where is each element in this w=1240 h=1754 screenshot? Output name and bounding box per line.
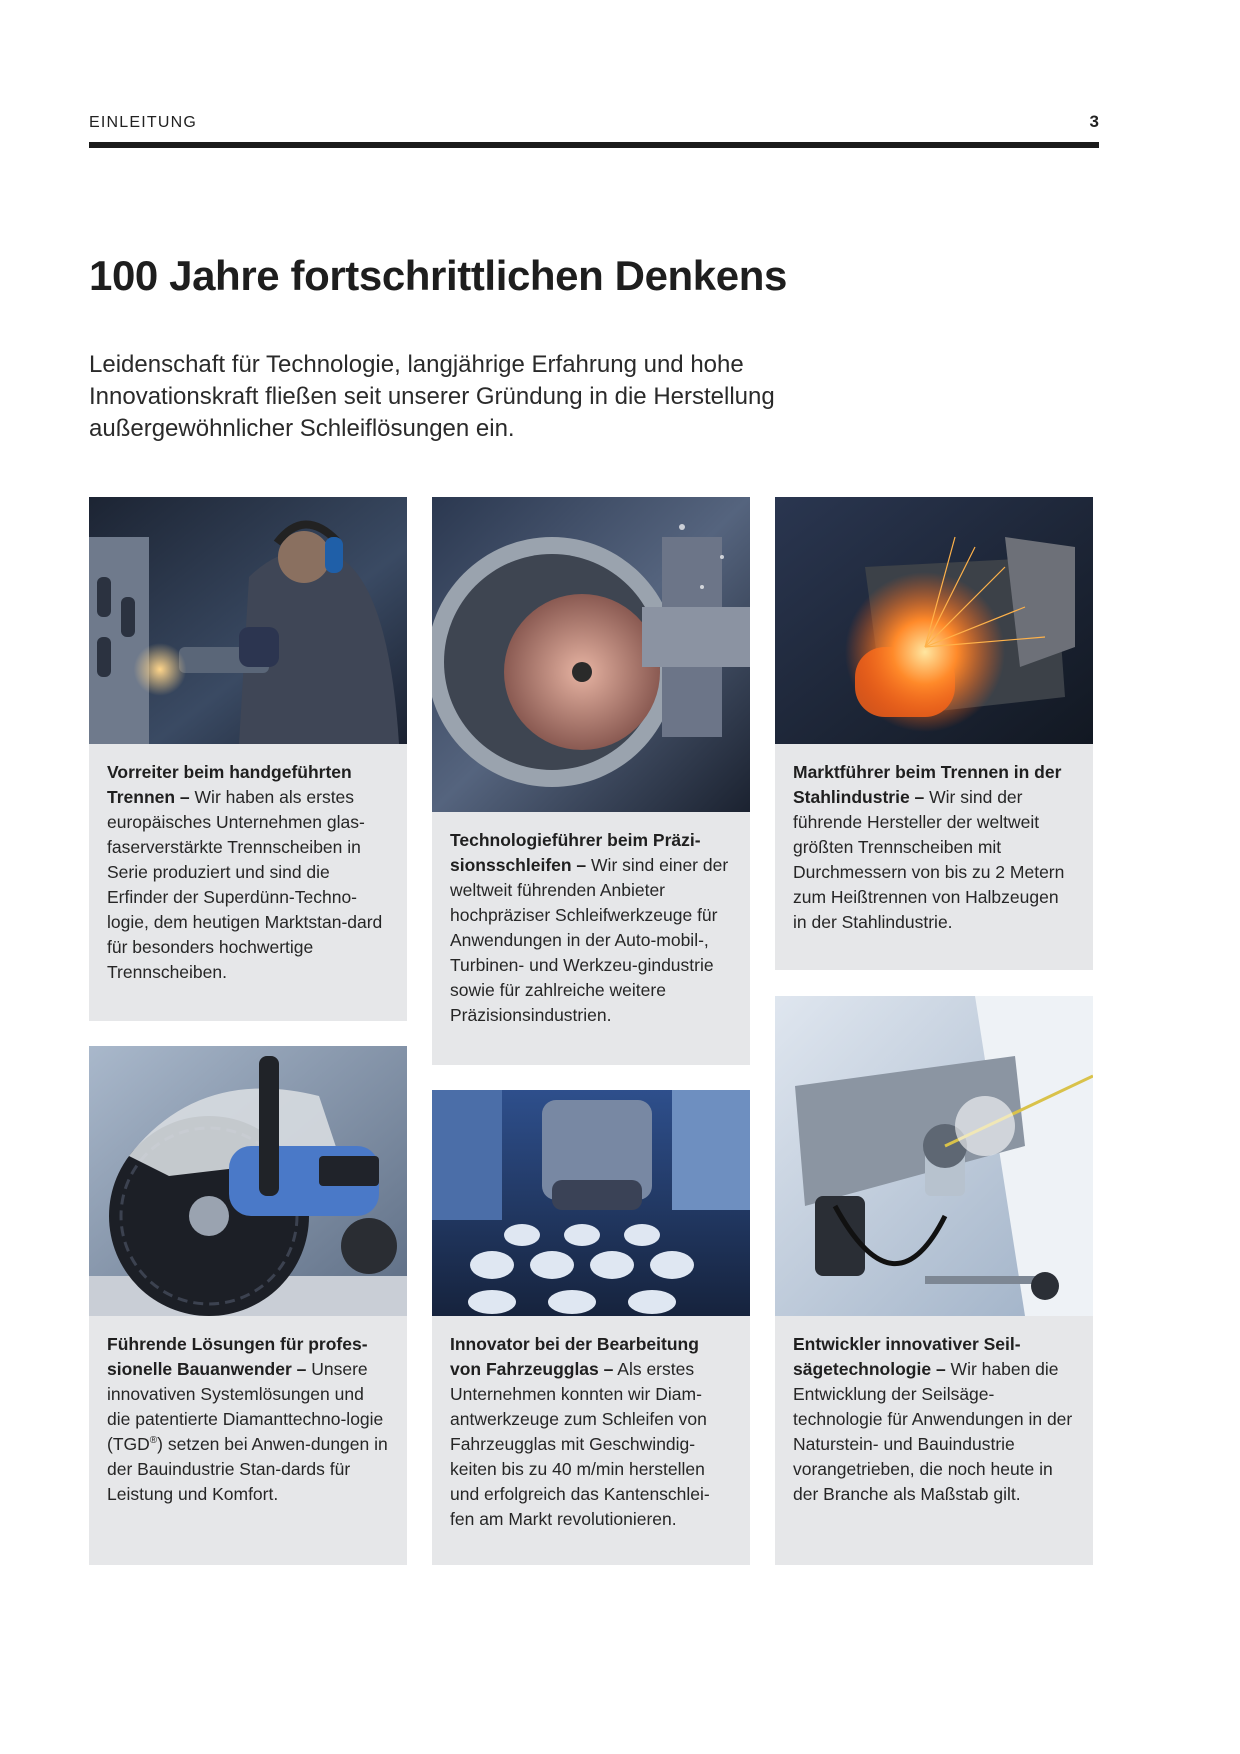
card-hand-cutting bbox=[89, 744, 407, 1021]
card-wire-saw bbox=[775, 1316, 1093, 1565]
photo-wire-saw-machine bbox=[775, 996, 1093, 1316]
card-text: Wir sind einer der weltweit führenden Anbieter hochpräziser Schleifwerkzeuge für Anwendungen in der Auto-mobil-, Turbinen- und Werkzeu-gindustrie sowie für zahlreiche weitere Präzisionsindustrien. bbox=[450, 855, 729, 1025]
photo-hot-cutting-sparks bbox=[775, 497, 1093, 744]
card-text: ) setzen bei Anwen-dungen in der Bauindustrie Stan-dards für Leistung und Komfort. bbox=[107, 1434, 388, 1504]
card-text: Als erstes Unternehmen konnten wir Diam-antwerkzeuge zum Schleifen von Fahrzeugglas mit Geschwindig-keiten bis zu 40 m/min herstellen und erfolgreich das Kantenschlei-fen am Markt revolutionieren. bbox=[450, 1359, 710, 1529]
card-steel-industry bbox=[775, 744, 1093, 970]
card-construction bbox=[89, 1316, 407, 1565]
card-heading: Innovator bei der Bearbeitung von Fahrzeugglas – bbox=[450, 1334, 699, 1379]
card-text: Unsere innovativen Systemlösungen und die patentierte Diamanttechno-logie (TGD bbox=[107, 1359, 384, 1454]
header-rule bbox=[89, 142, 1099, 148]
card-heading: Entwickler innovativer Seil-sägetechnologie – bbox=[793, 1334, 1021, 1379]
card-automotive-glass bbox=[432, 1316, 750, 1565]
card-text: Wir haben die Entwicklung der Seilsäge-technologie für Anwendungen in der Naturstein- und Bauindustrie vorangetrieben, die noch heute in der Branche als Maßstab gilt. bbox=[793, 1359, 1073, 1504]
page-title: 100 Jahre fortschrittlichen Denkens bbox=[89, 252, 787, 299]
section-label: EINLEITUNG bbox=[89, 114, 198, 131]
card-precision-grinding bbox=[432, 812, 750, 1065]
photo-angle-grinder-worker bbox=[89, 497, 407, 744]
registered-mark: ® bbox=[149, 1435, 158, 1447]
photo-automotive-glass-machine bbox=[432, 1090, 750, 1316]
card-text: Wir sind der führende Hersteller der weltweit größten Trennscheiben mit Durchmessern von bis zu 2 Metern zum Heißtrennen von Halbzeugen in der Stahlindustrie. bbox=[793, 787, 1065, 932]
intro-paragraph: Leidenschaft für Technologie, langjährige Erfahrung und hohe Innovationskraft fließen seit unserer Gründung in die Herstellung außergewöhnlicher Schleiflösungen ein. bbox=[89, 351, 775, 442]
photo-precision-grinding-wheel bbox=[432, 497, 750, 812]
card-heading: Führende Lösungen für profes-sionelle Bauanwender – bbox=[107, 1334, 368, 1379]
card-heading: Technologieführer beim Präzi-sionsschleifen – bbox=[450, 830, 701, 875]
card-heading: Vorreiter beim handgeführten Trennen – bbox=[107, 762, 352, 807]
photo-diamond-saw-blade bbox=[89, 1046, 407, 1316]
card-heading: Marktführer beim Trennen in der Stahlindustrie – bbox=[793, 762, 1062, 807]
page-number: 3 bbox=[1089, 112, 1099, 131]
card-text: Wir haben als erstes europäisches Unternehmen glas-faserverstärkte Trennscheiben in Serie produziert und sind die Erfinder der Superdünn-Techno-logie, dem heutigen Marktstan-dard für besonders hochwertige Trennscheiben. bbox=[107, 787, 383, 982]
